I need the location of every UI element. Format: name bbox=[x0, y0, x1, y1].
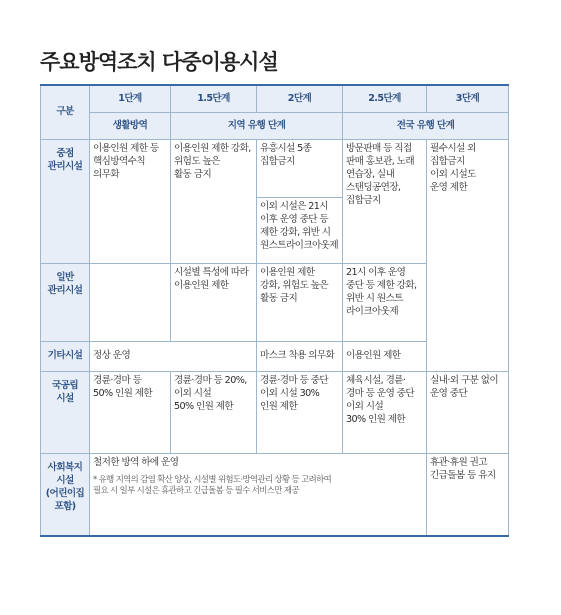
cell-line: 판매 홍보관, 노래 bbox=[346, 155, 415, 167]
cell-line: 30% 인원 제한 bbox=[346, 413, 406, 425]
cell-line: 위험도 높은 bbox=[174, 155, 220, 167]
gonggong-level-1 bbox=[90, 372, 171, 454]
cell-line: 실내·외 구분 없이 bbox=[430, 375, 499, 386]
cell-line: 연습장, 실내 bbox=[346, 168, 395, 180]
cell-line: 방문판매 등 직접 bbox=[346, 143, 412, 154]
gita-level-2-5 bbox=[343, 342, 427, 372]
cell-line: 이외 시설 bbox=[174, 387, 212, 399]
header-level-2-5: 2.5단계 bbox=[343, 85, 427, 113]
cell-line: 국공립 bbox=[51, 380, 78, 391]
cell-line: 위반 시 원스트 bbox=[346, 292, 403, 304]
cell-line: 경륜·경마 등 bbox=[93, 375, 142, 386]
cell-line: 시설 bbox=[56, 474, 74, 486]
gita-level-2 bbox=[257, 342, 343, 372]
cell-line: 활동 금지 bbox=[260, 292, 298, 304]
cell-line: 경마 등 운영 중단 bbox=[346, 387, 415, 399]
cell-line: 이용인원 제한 bbox=[346, 350, 401, 362]
cell-line: 인원 제한 bbox=[260, 400, 298, 412]
gonggong-level-3 bbox=[427, 372, 509, 454]
header-gubun: 구분 bbox=[41, 85, 90, 140]
cell-line: 이외 시설도 bbox=[430, 168, 476, 180]
cell-line: 중점 bbox=[56, 148, 74, 159]
cell-line: 핵심방역수칙 bbox=[93, 155, 146, 167]
header-group-national: 전국 유행 단계 bbox=[343, 113, 509, 140]
cell-line: 이후 운영 중단 등 bbox=[260, 213, 329, 225]
cell-line: 이용인원 제한 bbox=[260, 267, 315, 278]
cell-line: 집합금지 bbox=[260, 155, 295, 167]
row-label-gita bbox=[41, 342, 90, 372]
cell-line: 체육시설, 경륜· bbox=[346, 375, 406, 386]
cell-line: 사회복지 bbox=[47, 462, 83, 473]
cell-line: 철저한 방역 하에 운영 bbox=[93, 457, 179, 468]
jungjeom-level-1 bbox=[90, 140, 171, 264]
gita-level-1 bbox=[90, 342, 257, 372]
ilban-level-2-5 bbox=[343, 264, 427, 342]
ilban-level-2 bbox=[257, 264, 343, 342]
cell-line: 라이크아웃제 bbox=[346, 305, 399, 317]
cell-line: 집합금지 bbox=[346, 194, 381, 206]
sahoe-level-1-to-2-5 bbox=[90, 454, 427, 536]
cell-line: * 유행 지역의 감염 확산 양상, 시설별 위험도·방역관리 상황 등 고려하여 bbox=[93, 473, 332, 484]
ilban-level-1 bbox=[90, 264, 171, 342]
cell-line: 경륜·경마 등 20%, bbox=[174, 375, 247, 386]
cell-line: 의무화 bbox=[93, 168, 120, 180]
header-level-1: 1단계 bbox=[90, 85, 171, 113]
cell-line: 이용인원 제한 등 bbox=[93, 143, 159, 154]
jungjeom-ilban-level-3 bbox=[427, 140, 509, 372]
ilban-level-1-5 bbox=[171, 264, 257, 342]
cell-line: 유흥시설 5종 bbox=[260, 143, 312, 154]
cell-line: 마스크 착용 의무화 bbox=[260, 350, 335, 362]
cell-line: 포함) bbox=[54, 500, 76, 512]
header-level-2: 2단계 bbox=[257, 85, 343, 113]
header-group-daily: 생활방역 bbox=[90, 113, 171, 140]
jungjeom-level-2-entertainment bbox=[257, 140, 343, 198]
measures-table bbox=[40, 84, 509, 537]
row-label-gonggong bbox=[41, 372, 90, 454]
cell-line: 관리시설 bbox=[47, 160, 83, 172]
header-level-1-5: 1.5단계 bbox=[171, 85, 257, 113]
cell-line: 중단 등 제한 강화, bbox=[346, 279, 417, 291]
jungjeom-level-2-others bbox=[257, 198, 343, 264]
cell-line: 긴급돌봄 등 유지 bbox=[430, 469, 496, 481]
cell-line: 이외 시설 30% bbox=[260, 387, 320, 399]
header-group-regional: 지역 유행 단계 bbox=[171, 113, 343, 140]
header-level-3: 3단계 bbox=[427, 85, 509, 113]
gonggong-level-2-5 bbox=[343, 372, 427, 454]
cell-line: 이용인원 제한 강화, bbox=[174, 143, 251, 154]
cell-line: 운영 중단 bbox=[430, 387, 468, 399]
cell-line: 시설별 특성에 따라 bbox=[174, 267, 249, 278]
cell-line: (어린이집 bbox=[45, 487, 85, 499]
cell-line: 휴관·휴원 권고 bbox=[430, 457, 487, 468]
cell-line: 제한 강화, 위반 시 bbox=[260, 226, 331, 238]
cell-line: 50% 인원 제한 bbox=[93, 387, 153, 399]
sahoe-level-3 bbox=[427, 454, 509, 536]
row-label-jungjeom bbox=[41, 140, 90, 264]
cell-line: 정상 운영 bbox=[93, 350, 131, 362]
jungjeom-level-2-5 bbox=[343, 140, 427, 264]
cell-line: 21시 이후 운영 bbox=[346, 267, 406, 278]
cell-line: 관리시설 bbox=[47, 284, 83, 296]
cell-line: 일반 bbox=[56, 272, 74, 283]
gonggong-level-1-5 bbox=[171, 372, 257, 454]
row-label-ilban bbox=[41, 264, 90, 342]
cell-line: 운영 제한 bbox=[430, 181, 468, 193]
cell-line: 경륜·경마 등 중단 bbox=[260, 375, 329, 386]
jungjeom-level-1-5 bbox=[171, 140, 257, 264]
cell-line: 기타시설 bbox=[47, 350, 83, 362]
cell-line: 원스트라이크아웃제 bbox=[260, 239, 339, 251]
cell-line: 이용인원 제한 bbox=[174, 279, 229, 291]
cell-line: 필요 시 일부 시설은 휴관하고 긴급돌봄 등 필수 서비스만 제공 bbox=[93, 485, 299, 496]
cell-line: 집합금지 bbox=[430, 155, 465, 167]
cell-line: 50% 인원 제한 bbox=[174, 400, 234, 412]
cell-line: 스탠딩공연장, bbox=[346, 181, 401, 193]
gonggong-level-2 bbox=[257, 372, 343, 454]
cell-line: 이외 시설 bbox=[346, 400, 384, 412]
cell-line: 강화, 위험도 높은 bbox=[260, 279, 329, 291]
cell-line: 필수시설 외 bbox=[430, 143, 476, 154]
cell-line: 이외 시설은 21시 bbox=[260, 201, 328, 212]
cell-line: 시설 bbox=[56, 392, 74, 404]
page-title: 주요방역조치 다중이용시설 bbox=[40, 50, 278, 74]
cell-line: 활동 금지 bbox=[174, 168, 212, 180]
sahoe-main-text bbox=[93, 457, 423, 470]
sahoe-note bbox=[93, 474, 423, 497]
row-label-sahoe bbox=[41, 454, 90, 536]
